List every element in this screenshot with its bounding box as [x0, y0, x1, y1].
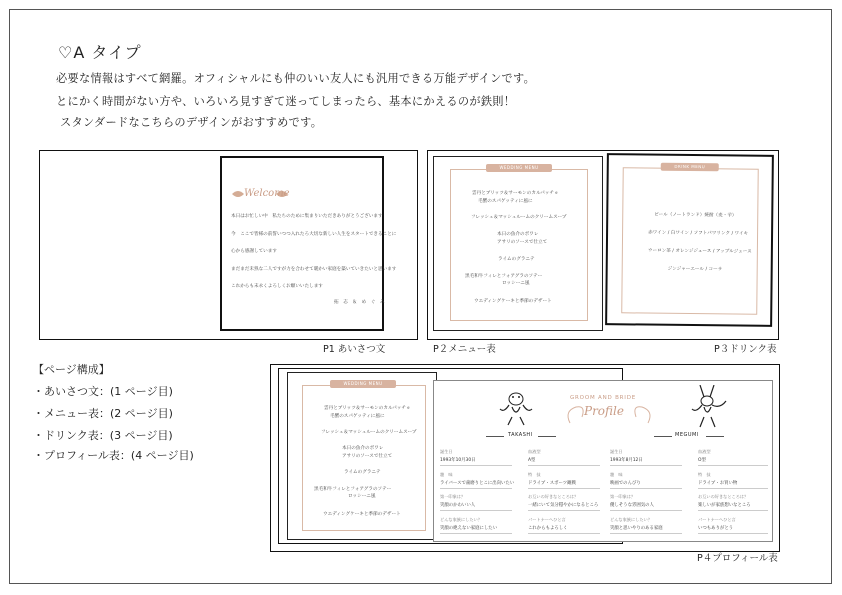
menu-item: ロッシーニ風 — [502, 281, 530, 286]
profile-label: 特 技 — [528, 472, 541, 477]
frog-groom-icon — [494, 387, 538, 427]
profile-value: これからもよろしく — [528, 526, 568, 531]
profile-label: 血液型 — [698, 449, 711, 454]
menu-item: フレッシュ＆マッシュルームのクリームスープ — [321, 430, 417, 435]
menu-item: ロッシーニ風 — [348, 494, 376, 499]
drink-item: ジンジャーエール / コーラ — [667, 266, 723, 273]
profile-value: 笑顔のかわいい人 — [440, 503, 476, 508]
profile-label: 第一印象は？ — [610, 494, 636, 499]
profile-label: どんな家族にしたい？ — [610, 517, 652, 522]
profile-label: 趣 味 — [610, 472, 623, 477]
profile-value: 優しそうな雰囲気の人 — [610, 503, 654, 508]
drink-item: ウーロン茶 / オレンジジュース / アップルジュース — [647, 248, 752, 255]
profile-value: 一緒にいて気分穏やかになるところ — [528, 503, 599, 508]
menu-ribbon: WEDDING MENU — [330, 380, 396, 388]
caption-p3: P３ドリンク表 — [714, 344, 777, 355]
drink-item: 赤ワイン / 白ワイン / ソフトパワリンク / ワイキ — [648, 230, 749, 237]
bride-name: MEGUMI — [675, 432, 699, 438]
profile-value: 映画でのんびり — [610, 481, 641, 486]
rabbit-bride-icon — [686, 385, 730, 429]
drink-item: ビール（ノートランド）焼酎（麦・芋） — [654, 212, 737, 219]
profile-value: いつもありがとう — [698, 526, 734, 531]
profile-value: A型 — [528, 458, 536, 463]
profile-label: お互いの好きなところは？ — [528, 494, 579, 499]
profile-value: 1993年8月12日 — [610, 458, 643, 463]
greeting-line: まだまだ未熟な二人ですが力を合わせて暖かい家庭を築いていきたいと思います — [231, 267, 397, 272]
menu-item: 雲丹とブリッツ＆サーモンのカルパッチョ — [472, 191, 559, 196]
profile-value: 笑顔と思いやりのある家庭 — [610, 526, 663, 531]
menu-item: 毛蟹のスパゲッティに風に — [330, 414, 385, 419]
page-title: ♡A タイプ — [58, 43, 142, 62]
p3-drink-card — [605, 153, 774, 327]
caption-p2: P２メニュー表 — [433, 344, 496, 355]
caption-p1: P1 あいさつ文 — [323, 344, 386, 355]
menu-item: 本日の魚介のポワレ — [342, 446, 384, 451]
profile-label: お互いの好きなところは？ — [698, 494, 749, 499]
p2-menu-card — [433, 156, 603, 331]
menu-item: ライムのグラニテ — [498, 257, 535, 262]
caption-p4: P４プロフィール表 — [697, 553, 778, 564]
menu-item: 毛蟹のスパゲッティに風に — [478, 199, 533, 204]
profile-value: ライバースで歯磨りとこに出向いたい — [440, 481, 515, 486]
menu-item: ライムのグラニテ — [344, 470, 381, 475]
greeting-title: Welcome — [244, 188, 290, 199]
menu-item: 黒毛和牛フィレとフォアグラのソテー — [314, 487, 392, 492]
menu-item: 本日の魚介のポワレ — [497, 232, 539, 237]
greeting-line: 今 ここで皆様の前誓いつつ入れたろ大切な新しい人生をスタートできることに — [231, 232, 397, 237]
composition-item: ・メニュー表：(2 ページ目) — [33, 407, 173, 420]
menu-item: フレッシュ＆マッシュルームのクリームスープ — [471, 215, 567, 220]
profile-value: O型 — [698, 458, 706, 463]
profile-label: どんな家族にしたい？ — [440, 517, 482, 522]
intro-line-2: とにかく時間がない方や、いろいろ見すぎて迷ってしまったら、基本にかえるのが鉄則！ — [56, 95, 516, 108]
menu-item: アサリのソースで仕立て — [497, 240, 548, 245]
greeting-line: 本日はお忙しい中 私たちのために集まりいただきありがとうございます — [231, 214, 383, 219]
menu-item: ウエディングケーキと季節のデザート — [474, 299, 552, 304]
composition-item: ・プロフィール表：(4 ページ目) — [33, 449, 194, 462]
greeting-line: これからも末永くよろしくお願いいたします — [231, 284, 323, 289]
profile-label: パートナーへひと言 — [698, 517, 736, 522]
composition-heading: 【ページ構成】 — [33, 363, 110, 376]
profile-label: 誕生日 — [610, 449, 623, 454]
profile-label: 趣 味 — [440, 472, 453, 477]
profile-value: 楽しいが家族想いなところ — [698, 503, 751, 508]
p1-greeting-card — [220, 156, 397, 331]
composition-item: ・ドリンク表：(3 ページ目) — [33, 429, 173, 442]
profile-label: 誕生日 — [440, 449, 453, 454]
profile-label: 特 技 — [698, 472, 711, 477]
profile-label: 第一印象は？ — [440, 494, 466, 499]
profile-banner-top: GROOM AND BRIDE — [570, 395, 637, 401]
groom-name: TAKASHI — [508, 432, 533, 438]
menu-item: アサリのソースで仕立て — [342, 454, 393, 459]
menu-ribbon: WEDDING MENU — [486, 164, 552, 172]
composition-item: ・あいさつ文：(1 ページ目) — [33, 385, 173, 398]
drink-ribbon: DRINK MENU — [661, 163, 719, 172]
profile-banner-script: Profile — [584, 404, 624, 418]
profile-label: 血液型 — [528, 449, 541, 454]
profile-label: パートナーへひと言 — [528, 517, 566, 522]
profile-value: 笑顔の絶えない家庭にしたい — [440, 526, 498, 531]
profile-value: 1993年10月30日 — [440, 458, 476, 463]
profile-value: ドライブ・スポーツ観戦 — [528, 481, 576, 486]
profile-value: ドライブ・お買い物 — [698, 481, 738, 486]
menu-item: 雲丹とブリッツ＆サーモンのカルパッチョ — [324, 406, 411, 411]
greeting-line: 心から感謝しています — [231, 249, 277, 254]
profile-card — [433, 380, 773, 542]
intro-line-3: スタンダードなこちらのデザインがおすすめです。 — [60, 116, 323, 129]
p4-menu-card — [287, 372, 437, 540]
menu-item: ウエディングケーキと季節のデザート — [323, 512, 401, 517]
greeting-signature: 拓 志 ＆ め ぐ み — [334, 300, 385, 305]
intro-line-1: 必要な情報はすべて網羅。オフィシャルにも仲のいい友人にも汎用できる万能デザインです。 — [56, 72, 536, 85]
menu-item: 黒毛和牛フィレとフォアグラのソテー — [465, 274, 543, 279]
